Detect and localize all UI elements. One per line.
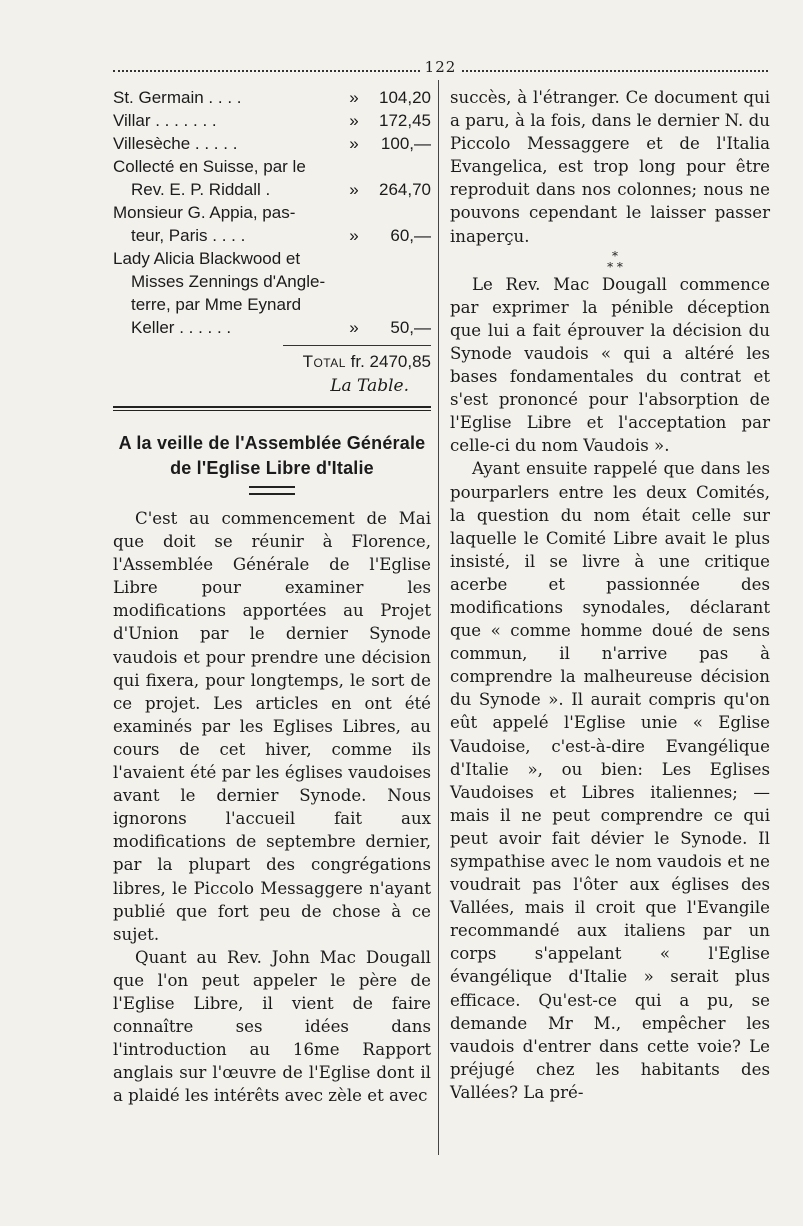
subscription-name: St. Germain [113,88,204,107]
subscription-entry [113,155,343,178]
title-ornament [249,486,295,495]
ditto-mark: » [349,226,359,245]
subscription-row [113,293,431,316]
left-column [113,86,431,1107]
leader-dots: . [260,180,271,199]
subscription-row [113,316,431,339]
subscription-name: teur, Paris [131,226,208,245]
subscription-name: Rev. E. P. Riddall [131,180,261,199]
subscription-row [113,86,431,109]
subscription-name: Lady Alicia Blackwood et [113,249,301,268]
leader-dots: . . . . . . [174,318,232,337]
subscription-row [113,132,431,155]
ditto-mark: » [349,88,359,107]
page-header [113,58,768,82]
subscription-entry [113,178,343,201]
subscription-row [113,109,431,132]
total-amount: 2470,85 [369,352,431,371]
subscription-row [113,270,431,293]
subscription-entry [113,201,343,224]
subscription-name: Monsieur G. Appia, pas- [113,203,296,222]
article-title-line-2: de l'Eglise Libre d'Italie [170,458,374,478]
leader-dots: . . . . [203,88,242,107]
subscription-entry [113,224,343,247]
article-paragraph: C'est au commencement de Mai que doit se réunir à Florence, l'Assemblée Générale de l'Eglise Libre pour examiner les modifications apportées au Projet d'Union par le dernier Synode vaudois et pour prendre une décision qui fixera, pour longtemps, le sort de ce projet. Les articles en ont été examinés par les Eglises Libres, au cours de cet hiver, comme ils l'avaient été par les églises vaudoises avant le dernier Synode. Nous ignorons l'accueil fait aux modifications de septembre dernier, par la plupart des congrégations libres, le Piccolo Messaggere n'ayant publié que fort peu de chose à ce sujet. [113,509,431,944]
ditto-mark: » [349,111,359,130]
leader-dots: . . . . . [190,134,238,153]
subscription-row [113,247,431,270]
subscription-entry [113,316,343,339]
column-divider [438,80,439,1155]
subscription-row [113,178,431,201]
subscription-row [113,224,431,247]
total-label: Total [302,352,346,371]
section-rule [113,406,431,408]
article-paragraph: succès, à l'étranger. Ce document qui a paru, à la fois, dans le dernier N. du Piccolo Messaggere et de l'Italia Evangelica, est trop long pour être reproduit dans nos colonnes; nous ne pouvons cependant le laisser passer inaperçu. [450,88,770,246]
ditto-mark: » [349,318,359,337]
subscription-name: terre, par Mme Eynard [131,295,302,314]
leader-dots: . . . . [207,226,246,245]
leader-dots: . . . . . . . [150,111,217,130]
subscription-name: Villar [113,111,151,130]
subscription-name: Collecté en Suisse, par le [113,157,306,176]
subscription-entry [113,293,343,316]
star-mark: * * [607,259,623,274]
article-paragraph: Quant au Rev. John Mac Dougall que l'on peut appeler le père de l'Eglise Libre, il vient de faire connaître ses idées dans l'introduction au 16me Rapport anglais sur l'œuvre de l'Eglise dont il a plaidé les intérêts avec zèle et avec [113,947,431,1106]
subscription-entry [113,270,343,293]
subscription-amount: 60,— [390,226,431,245]
subscription-entry [113,247,343,270]
section-stars [450,248,770,274]
subscription-name: Misses Zennings d'Angle- [131,272,326,291]
subscription-entry [113,132,343,155]
subscription-name: Villesèche [113,134,191,153]
page-number: 122 [421,58,461,76]
subscription-amount: 50,— [390,318,431,337]
subscription-amount: 104,20 [379,88,431,107]
subscription-row [113,155,431,178]
subscription-amount: 172,45 [379,111,431,130]
total-row [113,350,431,374]
article-paragraph: Le Rev. Mac Dougall commence par exprimer la pénible déception que lui a fait éprouver la décision du Synode vaudois « qui a altéré les bases fondamentales du contrat et s'est prononcé pour l'absorption de l'Eglise Libre et l'acceptation par celle-ci du nom Vaudois ». [450,274,770,456]
star-mark: * [612,248,618,263]
signature: La Table. [330,376,409,396]
subscription-entry [113,109,343,132]
subscription-name: Keller [131,318,175,337]
subscription-list [113,86,431,339]
right-column [450,86,770,1104]
subscription-amount: 264,70 [379,180,431,199]
total-rule [283,345,431,346]
section-rule-thin [113,410,431,411]
ditto-mark: » [349,134,359,153]
subscription-row [113,201,431,224]
article-title-line-1: A la veille de l'Assemblée Générale [118,433,426,453]
total-currency: fr. [350,352,365,371]
ditto-mark: » [349,180,359,199]
subscription-entry [113,86,343,109]
article-paragraph: Ayant ensuite rappelé que dans les pourparlers entre les deux Comités, la question du nom était celle sur laquelle le Comité Libre avait le plus insisté, il se livre à une critique acerbe et passionnée des modifications synodales, déclarant que « comme homme doué de sens commun, il n'arrive pas à comprendre la malheureuse décision du Synode ». Il aurait compris qu'on eût appelé l'Eglise unie « Eglise Vaudoise, c'est-à-dire Evangélique d'Italie », ou bien: Les Eglises Vaudoises et Libres italiennes; — mais il ne peut comprendre ce qui peut avoir fait dévier le Synode. Il sympathise avec le nom vaudois et ne voudrait pas l'ôter aux églises des Vallées, mais il croit que l'Evangile recommandé aux italiens par un corps s'appelant « l'Eglise évangélique d'Italie » serait plus efficace. Qu'est-ce qui a pu, se demande Mr M., empêcher les vaudois d'entrer dans cette voie? Le préjugé chez les habitants des Vallées? La pré- [450,459,770,1102]
subscription-amount: 100,— [380,134,431,153]
